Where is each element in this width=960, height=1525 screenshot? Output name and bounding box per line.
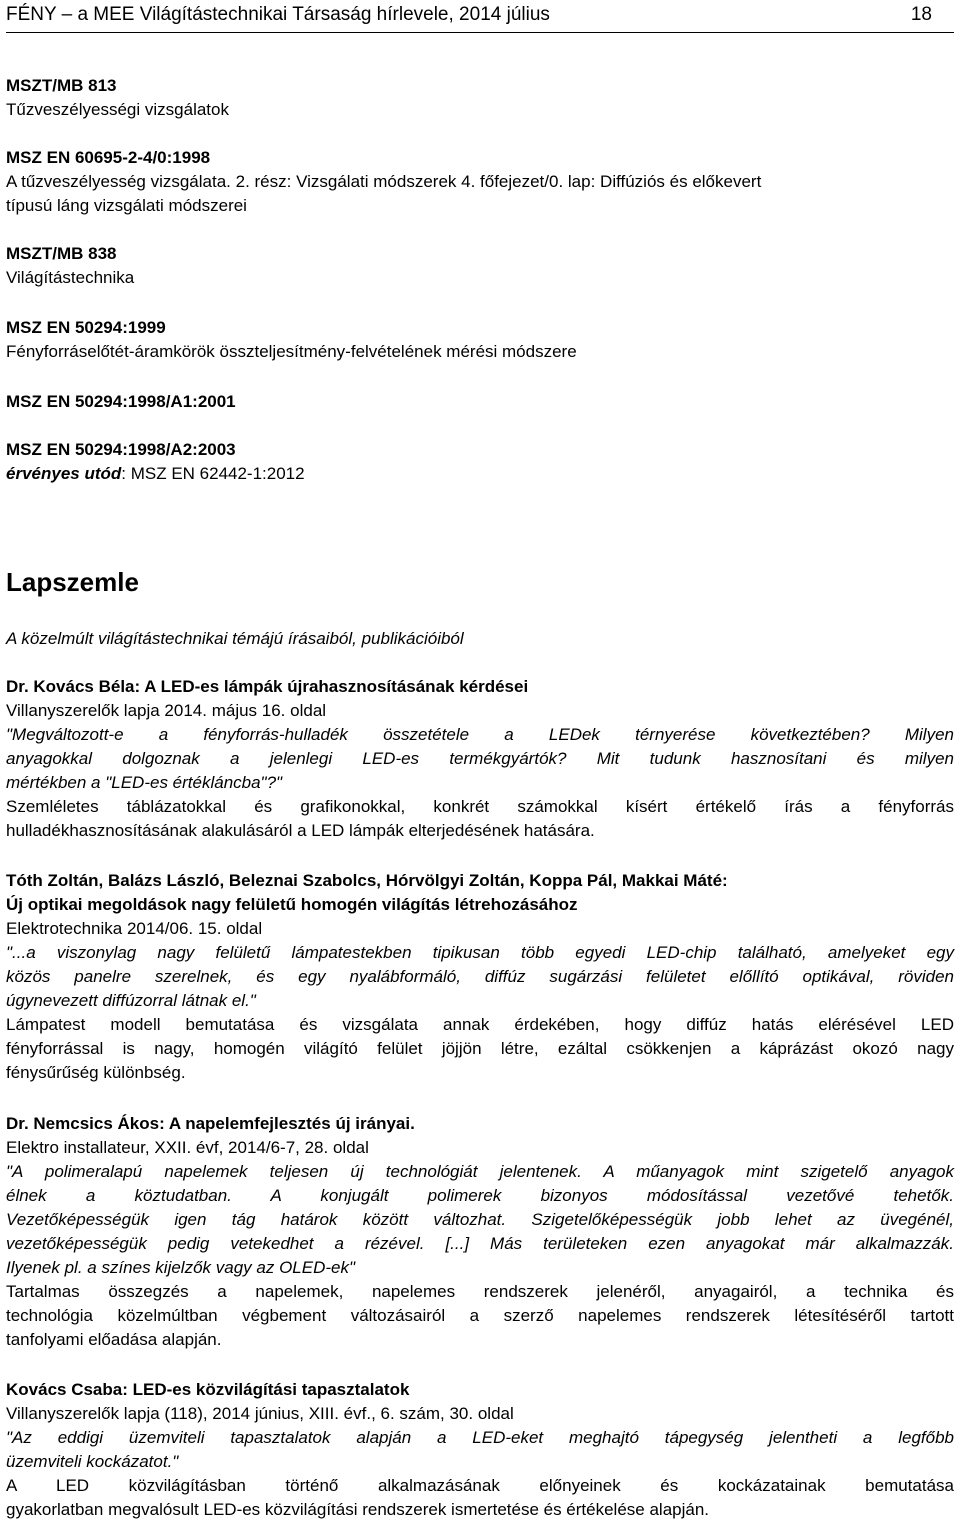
successor-label: érvényes utód	[6, 464, 122, 483]
standard-code: MSZ EN 50294:1998/A2:2003	[6, 440, 236, 459]
article-authors: Tóth Zoltán, Balázs László, Beleznai Szabolcs, Hórvölgyi Zoltán, Koppa Pál, Makkai Máté:	[6, 871, 728, 890]
section-intro	[6, 627, 954, 651]
section-subtitle: A közelmúlt világítástechnikai témájú írásaiból, publikációiból	[6, 629, 464, 648]
article-heading: Dr. Nemcsics Ákos: A napelemfejlesztés új irányai.	[6, 1114, 415, 1133]
article-quote: vezetőképességük pedig vetekedhet a rézével. [...] Más területeken ezen anyagokat már alkalmazzák.	[6, 1234, 954, 1253]
newsletter-title: FÉNY – a MEE Világítástechnikai Társaság hírlevele, 2014 július	[6, 4, 550, 25]
article-quote: élnek a köztudatban. A konjugált polimerek bizonyos módosítással vezetővé tehetők.	[6, 1186, 954, 1205]
article-source: Villanyszerelők lapja (118), 2014 június, XIII. évf., 6. szám, 30. oldal	[6, 1404, 514, 1423]
article-quote: "A polimeralapú napelemek teljesen új technológiát jelentenek. A műanyagok mint szigetelő anyagok	[6, 1162, 954, 1181]
article-quote: "...a viszonylag nagy felületű lámpatestekben tipikusan több egyedi LED-chip található, amelyeket egy	[6, 943, 954, 962]
page-number: 18	[910, 4, 932, 25]
standard-code: MSZ EN 60695-2-4/0:1998	[6, 148, 211, 167]
article-summary: gyakorlatban megvalósult LED-es közvilágítási rendszerek ismertetése és értékelése alapján.	[6, 1500, 710, 1519]
article	[6, 675, 954, 843]
article-summary: Szemléletes táblázatokkal és grafikonokkal, konkrét számokkal kísért értékelő írás a fényforrás	[6, 797, 954, 816]
article-quote: Ilyenek pl. a színes kijelzők vagy az OLED-ek"	[6, 1258, 356, 1277]
article-quote: "Megváltozott-e a fényforrás-hulladék összetétele a LEDek térnyerése következtében? Milyen	[6, 725, 954, 744]
article-quote: Vezetőképességük igen tág határok között változhat. Szigetelőképességük jobb lehet az üvegénél,	[6, 1210, 954, 1229]
section-title: Lapszemle	[6, 567, 139, 597]
standard-code: MSZT/MB 838	[6, 244, 117, 263]
article-quote: úgynevezett diffúzorral látnak el."	[6, 991, 256, 1010]
standard-code: MSZ EN 50294:1998/A1:2001	[6, 392, 236, 411]
successor-line	[6, 462, 954, 486]
article-heading: Dr. Kovács Béla: A LED-es lámpák újrahasznosításának kérdései	[6, 677, 529, 696]
article-source: Elektrotechnika 2014/06. 15. oldal	[6, 919, 263, 938]
article-summary: hulladékhasznosításának alakulásáról a LED lámpák elterjedésének hatására.	[6, 821, 595, 840]
article	[6, 869, 954, 1085]
article-summary: A LED közvilágításban történő alkalmazásának előnyeinek és kockázatainak bemutatása	[6, 1476, 954, 1495]
page-header	[6, 2, 954, 33]
standard-title: Tűzveszélyességi vizsgálatok	[6, 100, 229, 119]
article-summary: technológia közelmúltban végbement változásairól a szerző napelemes rendszerek létesítéséről tartott	[6, 1306, 954, 1325]
article-summary: tanfolyami előadása alapján.	[6, 1330, 222, 1349]
successor-value: : MSZ EN 62442-1:2012	[121, 464, 305, 483]
standard-title: Világítástechnika	[6, 268, 135, 287]
standard-entry	[6, 146, 954, 218]
standard-title: Fényforráselőtét-áramkörök összteljesítmény-felvételének mérési módszere	[6, 342, 577, 361]
article-summary: fényforrással is nagy, homogén világító felület jöjjön létre, ezáltal csökkenjen a káprázást okozó nagy	[6, 1039, 954, 1058]
article-quote: "Az eddigi üzemviteli tapasztalatok alapján a LED-eket meghajtó tápegység jelentheti a legfőbb	[6, 1428, 954, 1447]
standard-entry	[6, 438, 954, 486]
standard-entry	[6, 74, 954, 122]
article-summary: Tartalmas összegzés a napelemek, napelemes rendszerek jelenéről, anyagairól, a technika és	[6, 1282, 954, 1301]
article-quote: üzemviteli kockázatot."	[6, 1452, 179, 1471]
article	[6, 1378, 954, 1522]
standard-entry	[6, 242, 954, 290]
article-summary: Lámpatest modell bemutatása és vizsgálata annak érdekében, hogy diffúz hatás elérésével LED	[6, 1015, 954, 1034]
article	[6, 1112, 954, 1352]
article-source: Elektro installateur, XXII. évf, 2014/6-7, 28. oldal	[6, 1138, 369, 1157]
standard-title: típusú láng vizsgálati módszerei	[6, 196, 247, 215]
article-summary: fénysűrűség különbség.	[6, 1063, 186, 1082]
section-heading	[6, 567, 954, 597]
article-quote: mértékben a "LED-es értékláncba"?"	[6, 773, 283, 792]
standard-code: MSZT/MB 813	[6, 76, 117, 95]
standard-entry	[6, 316, 954, 364]
article-quote: anyagokkal dolgoznak a jelenlegi LED-es termékgyártók? Mit tudunk hasznosítani és milyen	[6, 749, 954, 768]
article-heading: Új optikai megoldások nagy felületű homogén világítás létrehozásához	[6, 895, 578, 914]
standard-entry	[6, 390, 954, 414]
article-heading: Kovács Csaba: LED-es közvilágítási tapasztalatok	[6, 1380, 410, 1399]
article-quote: közös panelre szerelnek, és egy nyalábformáló, diffúz sugárzási felületet előllító optikával, röviden	[6, 967, 954, 986]
article-source: Villanyszerelők lapja 2014. május 16. oldal	[6, 701, 327, 720]
standard-code: MSZ EN 50294:1999	[6, 318, 166, 337]
standard-title: A tűzveszélyesség vizsgálata. 2. rész: Vizsgálati módszerek 4. főfejezet/0. lap: Diffúziós és előkevert	[6, 172, 762, 191]
